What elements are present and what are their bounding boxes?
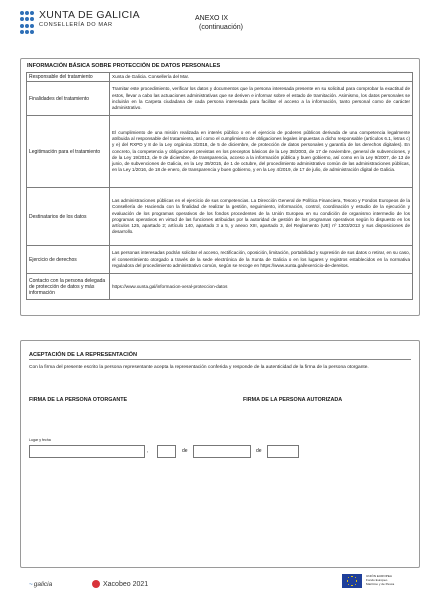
table-row: [27, 116, 413, 188]
galicia-logo: [29, 581, 52, 588]
row-value: Las personas interesadas podrán solicitar el acceso, rectificación, oposición, limitación, portabilidad y supresión de sus datos o retirar, en su caso, el consentimiento otorgado a través de la sede electrónica de la Xunta de Galicia o en los lugares y registros establecidos en la normativa reguladora del procedimiento administrativo común, según se recoge en https://www.xunta.gal/exercicio-de-dereitos.: [110, 246, 413, 274]
de-separator: de: [256, 448, 262, 454]
divider: [29, 359, 411, 360]
data-protection-table: [26, 72, 413, 300]
galicia-swirl-icon: ~: [29, 581, 33, 588]
eu-line-2: Fondo Europeo: [366, 578, 388, 582]
page-footer: [20, 574, 420, 610]
table-row: [27, 274, 413, 300]
galicia-logo-text: galicia: [33, 581, 53, 588]
place-date-label: Lugar y fecha: [29, 438, 51, 442]
row-label: Legitimación para el tratamiento: [27, 116, 110, 188]
row-value: https://www.xunta.gal/informacion-xeral-proteccion-datos: [110, 274, 413, 300]
row-label: Contacto con la persona delegada de protección de datos y más información: [27, 274, 110, 300]
xunta-emblem-icon: [20, 11, 35, 35]
annex-title: ANEXO IX: [195, 15, 229, 22]
table-row: [27, 188, 413, 246]
xunta-logo: [20, 10, 140, 35]
day-field[interactable]: [157, 445, 176, 458]
grantor-signature-label: FIRMA DE LA PERSONA OTORGANTE: [29, 397, 128, 403]
section-title: ACEPTACIÓN DE LA REPRESENTACIÓN: [29, 352, 138, 358]
section-title: INFORMACIÓN BÁSICA SOBRE PROTECCIÓN DE DATOS PERSONALES: [27, 63, 221, 69]
de-separator: de: [182, 448, 188, 454]
month-field[interactable]: [193, 445, 251, 458]
table-row: [27, 82, 413, 116]
row-value: El cumplimiento de una misión realizada en interés público o en el ejercicio de poderes públicos derivada de una competencia legalmente atribuida al responsable del tratamiento, así como el cumplimiento de obligaciones legales impuestas a dicho responsable (artículos 6.1, letras c) y e) del RXPD y 8 de la Ley orgánica 3/2018, de 5 de diciembre, de protección de datos personales y garantía de los derechos digitales). En concreto, la competencia y obligaciones previstas en los preceptos básicos de la Ley 38/2003, de 17 de noviembre, general de subvenciones, y de la Ley 19/2013, de 9 de diciembre, de transparencia, acceso a la información pública y buen gobierno, así como en la Ley 9/2007, de 13 de junio, de subvenciones de Galicia, en la Ley 39/2015, de 1 de octubre, del procedimiento administrativo común de las administraciones públicas, en la Ley 1/2016, de 18 de enero, de transparencia y buen gobierno, y en la Ley 4/2019, de 17 de julio, de administración digital de Galicia.: [110, 116, 413, 188]
row-value: Tramitar este procedimiento, verificar los datos y documentos que la persona interesada presente en su solicitud para comprobar la exactitud de estos, llevar a cabo las actuaciones administrativas que se deriven e informar sobre el estado de tramitación. Asimismo, los datos personales se incluirán en la Carpeta ciudadana de cada persona interesada para facilitar el acceso a la información, tanto personal como de carácter administrativo.: [110, 82, 413, 116]
row-value: Las administraciones públicas en el ejercicio de sus competencias. La Dirección General de Política Financiera, Tesoro y Fondos Europeos de la Consellería de Hacienda con la finalidad de realizar la gestión, seguimiento, información, control, coordinación y estudio de la ejecución y evaluación de los programas operativos de los fondos procedentes de la Unión Europea en su condición de organismo intermedio de los programas operativos en virtud de las funciones atribuidas por la autoridad de gestión de los programas operativos según lo dispuesto en los artículos 125, apartado 2; artículo 140, apartado 3 a 5, y anexo XIII, apartado 3, del Reglamento (UE) nº 1303/2013 y sus disposiciones de desarrollo.: [110, 188, 413, 246]
place-field[interactable]: [29, 445, 145, 458]
xacobeo-logo: [92, 580, 148, 588]
row-label: Ejercicio de derechos: [27, 246, 110, 274]
eu-flag-icon: [342, 574, 362, 588]
xacobeo-icon: [92, 580, 100, 588]
authorized-signature-label: FIRMA DE LA PERSONA AUTORIZADA: [243, 397, 343, 403]
row-value: Xunta de Galicia. Consellería del Mar.: [110, 73, 413, 82]
row-label: Responsable del tratamiento: [27, 73, 110, 82]
annex-subtitle: (continuación): [199, 24, 243, 31]
row-label: Finalidades del tratamiento: [27, 82, 110, 116]
acceptance-section: [20, 340, 420, 568]
eu-fund-text: [366, 574, 394, 586]
xacobeo-logo-text: Xacobeo 2021: [103, 580, 149, 588]
org-name: XUNTA DE GALICIA: [39, 9, 140, 21]
department-name: CONSELLERÍA DO MAR: [39, 21, 113, 28]
page-header: [20, 10, 420, 50]
data-protection-section: [20, 58, 420, 316]
table-row: [27, 73, 413, 82]
eu-line-3: Marítimo y de Pesca: [366, 582, 395, 586]
year-field[interactable]: [267, 445, 299, 458]
annex-heading: [195, 14, 243, 32]
row-label: Destinatarios de los datos: [27, 188, 110, 246]
acceptance-text: Con la firma del presente escrito la persona representante acepta la representación conferida y responde de la autenticidad de la firma de la persona otorgante.: [29, 365, 369, 370]
table-row: [27, 246, 413, 274]
eu-line-1: UNIÓN EUROPEA: [366, 574, 392, 578]
comma-separator: ,: [147, 448, 149, 454]
